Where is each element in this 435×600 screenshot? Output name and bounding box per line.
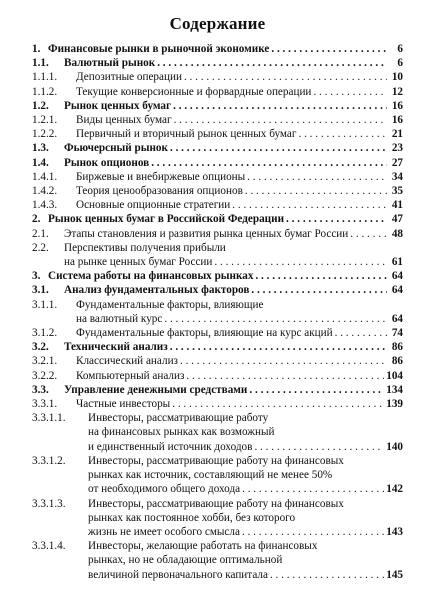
toc-entry-continuation: и единственный источник доходов [88,440,253,453]
toc-page-number: 145 [386,568,403,581]
toc-page-number: 104 [386,369,403,382]
toc-page-number: 47 [391,213,403,226]
toc-entry-number: 3.3.1.3. [32,497,66,510]
toc-entry-number: 3.3.1.4. [32,540,66,553]
toc-page-number: 140 [386,440,403,453]
toc-entry-line [32,42,403,56]
toc-entry-number: 1.2. [32,99,49,112]
toc-entry[interactable] [32,269,403,283]
toc-entry-line [32,411,403,425]
toc-entry[interactable] [32,411,403,454]
toc-entry[interactable] [32,283,403,297]
toc-entry-number: 1.3. [32,142,49,155]
toc-entry-title: Управление денежными средствами [64,383,248,396]
toc-entry[interactable] [32,340,403,354]
toc-entry-line [32,70,403,84]
toc-page-number: 34 [391,170,403,183]
toc-entry-title: Биржевые и внебиржевые опционы [76,170,246,183]
toc-entry-line [32,269,403,283]
toc-entry-number: 3.2.2. [32,369,58,382]
dot-leader [170,340,387,354]
toc-entry-continuation: жизнь не имеет особого смысла [88,525,240,538]
toc-page-number: 16 [391,114,403,127]
toc-entry-title: Рынок ценных бумаг [64,99,172,112]
toc-entry-title: Основные опционные стратегии [76,199,231,212]
toc-entry-line [32,170,403,184]
toc-entry-title: Депозитные операции [76,71,182,84]
toc-entry[interactable] [32,70,403,84]
toc-entry-title: Финансовые рынки в рыночной экономике [48,43,270,55]
toc-entry-number: 3.1.2. [32,327,58,340]
toc-entry-number: 3.2. [32,341,49,354]
toc-entry-title: Текущие конверсионные и форвардные операции [76,85,312,98]
toc-entry-continuation: на валютный курс [76,312,163,325]
toc-entry-title: Классический анализ [76,355,178,368]
toc-entry-continuation: на финансовых рынках как возможный [88,426,275,439]
toc-entry[interactable] [32,170,403,184]
toc-entry-number: 2. [32,213,41,226]
toc-entry[interactable] [32,369,403,383]
toc-entry[interactable] [32,397,403,411]
toc-entry-line [32,354,403,368]
toc-entry-line [32,525,403,539]
toc-page-number: 21 [391,128,403,141]
toc-page-number: 27 [391,156,403,169]
toc-entry-number: 3.3. [32,383,49,396]
toc-entry-title: Теория ценообразования опционов [76,185,243,198]
toc-page-number: 142 [386,483,403,496]
toc-entry-line [32,56,403,70]
dot-leader [247,170,387,184]
dot-leader [186,369,384,383]
toc-entry[interactable] [32,497,403,540]
toc-entry[interactable] [32,326,403,340]
toc-entry-title: Система работы на финансовых рынках [48,270,254,283]
toc-entry-title: Частные инвесторы [76,398,171,411]
toc-entry[interactable] [32,212,403,226]
toc-entry-continuation: рынках как источник, составляющий не менее 50% [88,469,333,482]
toc-entry-number: 2.1. [32,227,49,240]
dot-leader [270,568,384,582]
toc-entry-line [32,198,403,212]
toc-entry-title: Инвесторы, рассматривающие работу на финансовых [88,497,344,510]
dot-leader [335,326,387,340]
toc-entry-title: Компьютерный анализ [76,369,185,382]
toc-entry-line [32,99,403,113]
toc-entry-number: 3.2.1. [32,355,58,368]
toc-entry[interactable] [32,42,403,56]
dot-leader [286,212,387,226]
toc-entry-line [32,312,403,326]
toc-entry-title: Виды ценных бумаг [76,114,172,127]
toc-page-number: 61 [391,256,403,269]
toc-entry-line [32,212,403,226]
toc-entry-line [32,141,403,155]
toc-entry-continuation: величиной первоначального капитала [88,568,268,581]
toc-entry[interactable] [32,85,403,99]
toc-page-number: 139 [386,398,403,411]
toc-page-number: 10 [391,71,403,84]
toc-entry-title: Фундаментальные факторы, влияющие [76,298,264,311]
dot-leader [157,56,387,70]
toc-entry[interactable] [32,141,403,155]
dot-leader [232,198,387,212]
dot-leader [313,85,387,99]
toc-entry-line [32,227,403,241]
toc-entry-line [32,326,403,340]
toc-entry-line [32,369,403,383]
dot-leader [251,283,387,297]
toc-entry[interactable] [32,298,403,326]
toc-entry-title: Инвесторы, рассматривающие работу [88,412,269,425]
toc-entry-line [32,298,403,312]
toc-entry[interactable] [32,184,403,198]
toc-entry-number: 3.1. [32,284,49,297]
toc-entry-line [32,85,403,99]
toc-entry-line [32,383,403,397]
toc-entry-line [32,440,403,454]
toc-entry-title: Первичный и вторичный рынок ценных бумаг [76,128,297,141]
toc-entry-number: 1.4. [32,156,49,169]
dot-leader [245,184,387,198]
toc-page-number: 74 [391,327,403,340]
toc-entry-number: 3.1.1. [32,298,58,311]
dot-leader [254,440,384,454]
toc-entry-title: Рынок опционов [64,156,150,169]
toc-page-number: 64 [391,284,403,297]
dot-leader [164,312,387,326]
dot-leader [151,156,387,170]
toc-entry-title: Фьючерсный рынок [64,142,168,155]
dot-leader [174,113,387,127]
toc-entry-line [32,241,403,255]
toc-entry-number: 1.4.3. [32,199,58,212]
toc-page-number: 134 [386,383,403,396]
toc-entry-line [32,156,403,170]
toc-list [32,42,403,582]
toc-entry-line [32,283,403,297]
toc-entry[interactable] [32,99,403,113]
toc-page-number: 12 [391,85,403,98]
toc-entry-line [32,539,403,553]
toc-entry[interactable] [32,539,403,582]
page-title: Содержание [169,14,266,33]
toc-entry-title: Перспективы получения прибыли [64,241,226,254]
dot-leader [214,255,387,269]
dot-leader [172,397,384,411]
toc-entry-number: 1.1.1. [32,71,58,84]
toc-page-number: 6 [397,43,403,55]
toc-entry-line [32,340,403,354]
toc-entry-line [32,482,403,496]
toc-entry-line [32,184,403,198]
toc-entry-title: Этапы становления и развития рынка ценных бумаг России [64,227,349,240]
toc-page-number: 86 [391,341,403,354]
toc-entry-number: 3.3.1.1. [32,412,66,425]
toc-entry-title: Инвесторы, рассматривающие работу на финансовых [88,454,344,467]
toc-entry-continuation: рынках как постоянное хобби, без которого [88,511,296,524]
toc-entry-number: 3. [32,270,41,283]
toc-entry-line [32,397,403,411]
toc-entry-number: 3.3.1. [32,398,58,411]
toc-entry-continuation: на рынке ценных бумаг России [64,256,213,269]
toc-entry-line [32,497,403,511]
toc-page-number: 86 [391,355,403,368]
toc-entry[interactable] [32,227,403,241]
toc-entry-number: 1. [32,43,41,55]
dot-leader [242,525,384,539]
toc-entry-line [32,568,403,582]
toc-entry[interactable] [32,127,403,141]
dot-leader [249,383,384,397]
toc-entry-line [32,454,403,468]
toc-entry[interactable] [32,383,403,397]
toc-entry-title: Инвесторы, желающие работать на финансовых [88,540,318,553]
dot-leader [242,482,384,496]
toc-entry-continuation: рынках, но не обладающие оптимальной [88,554,283,567]
toc-entry-line [32,113,403,127]
toc-entry[interactable] [32,56,403,70]
toc-entry-line [32,127,403,141]
toc-page-number: 35 [391,185,403,198]
toc-entry-number: 3.3.1.2. [32,454,66,467]
toc-entry-number: 2.2. [32,241,49,254]
toc-entry-title: Технический анализ [64,341,168,354]
toc-entry-number: 1.2.2. [32,128,58,141]
toc-page-number: 64 [391,312,403,325]
toc-page-number: 23 [391,142,403,155]
toc-entry-title: Рынок ценных бумаг в Российской Федерации [48,213,285,226]
toc-entry[interactable] [32,454,403,497]
toc-entry-number: 1.2.1. [32,114,58,127]
toc-entry-title: Анализ фундаментальных факторов [64,284,250,297]
dot-leader [184,70,387,84]
dot-leader [271,42,387,56]
toc-entry[interactable] [32,354,403,368]
toc-entry-line [32,255,403,269]
toc-entry-title: Валютный рынок [64,57,156,70]
dot-leader [350,227,387,241]
toc-entry-continuation: от необходимого общего дохода [88,483,241,496]
dot-leader [173,99,387,113]
toc-page-number: 64 [391,270,403,283]
toc-entry[interactable] [32,156,403,170]
toc-entry[interactable] [32,198,403,212]
dot-leader [255,269,387,283]
toc-entry-number: 1.1.2. [32,85,58,98]
toc-entry-number: 1.4.1. [32,170,58,183]
toc-page-number: 41 [391,199,403,212]
toc-entry[interactable] [32,113,403,127]
toc-page-number: 48 [391,227,403,240]
toc-entry-number: 1.4.2. [32,185,58,198]
dot-leader [170,141,387,155]
toc-entry-title: Фундаментальные факторы, влияющие на курс акций [76,327,333,340]
toc-entry[interactable] [32,241,403,269]
toc-page-number: 16 [391,99,403,112]
toc-page-number: 6 [397,57,403,70]
dot-leader [180,354,387,368]
toc-entry-number: 1.1. [32,57,49,70]
dot-leader [298,127,387,141]
toc-page-number: 143 [386,525,403,538]
